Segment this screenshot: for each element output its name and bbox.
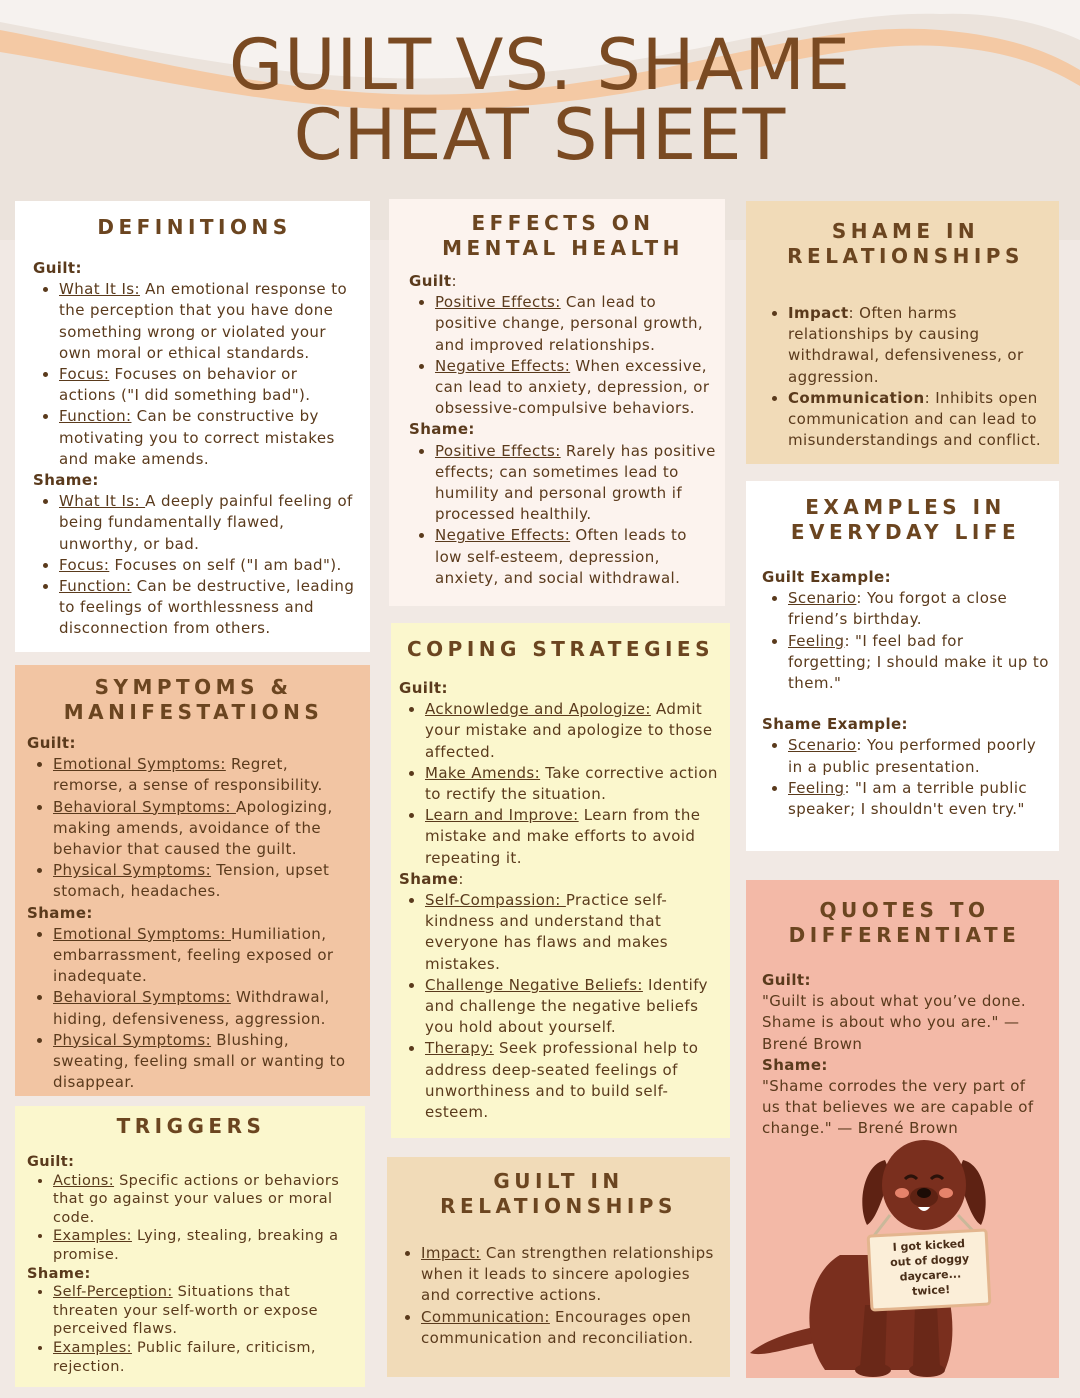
item-text: : Inhibits open communication and can lead to misunderstandings and conflict. [788,388,1042,450]
item-key: Learn and Improve: [425,806,579,825]
symptoms-shame-label: Shame: [27,903,93,922]
item-key: Feeling [788,631,845,650]
list-item [53,860,360,902]
item-key: Examples: [53,1339,132,1356]
item-text: Admit your mistake and apologize to those affected. [425,700,713,761]
list-item [425,763,722,805]
triggers-guilt-list [27,1172,355,1265]
item-text: Focuses on self ("I am bad"). [109,555,342,574]
list-item [788,303,1049,388]
list-item [425,890,722,975]
item-text: Can be destructive, leading to feelings of worthlessness and disconnection from others. [59,577,355,638]
list-item [53,797,360,861]
examples-shame-list [762,735,1049,820]
list-item [788,388,1049,452]
definitions-guilt-list [33,279,356,470]
list-item [788,588,1049,630]
list-item [53,1339,355,1376]
item-text: Withdrawal, hiding, defensiveness, aggression. [53,988,330,1028]
sign-line: I got kicked [892,1237,966,1254]
item-key: Acknowledge and Apologize: [425,700,651,719]
triggers-guilt-label: Guilt: [27,1154,75,1170]
item-key: Communication: [421,1307,550,1326]
item-text: : "I feel bad for forgetting; I should make it up to them." [788,631,1049,693]
item-key: Self-Compassion: [425,891,566,910]
list-item [788,735,1049,777]
examples-guilt-list [762,588,1049,694]
list-item [421,1243,722,1307]
definitions-card [15,201,370,652]
item-text: Apologizing, making amends, avoidance of the behavior that caused the guilt. [53,797,333,859]
list-item [425,975,722,1039]
triggers-card [15,1106,365,1387]
item-key: Make Amends: [425,763,541,782]
symptoms-heading: SYMPTOMS & MANIFESTATIONS [63,675,324,724]
effects-shame-list [409,441,717,589]
item-key: Behavioral Symptoms: [53,797,236,816]
list-item [59,491,356,555]
list-item [435,356,717,420]
definitions-heading: DEFINITIONS [97,215,292,239]
item-text: : You forgot a close friend’s birthday. [788,589,1008,629]
item-text: Regret, remorse, a sense of responsibility. [53,755,323,795]
item-text: Humiliation, embarrassment, feeling exposed or inadequate. [53,924,334,986]
list-item [59,576,356,640]
coping-shame-label: Shame: [399,869,464,888]
item-key: Focus: [59,365,110,384]
item-key: What It Is: [59,492,146,511]
quotes-guilt-label: Guilt: [762,971,811,989]
item-text: An emotional response to the perception that you have done something wrong or violated your own moral or ethical standards. [59,280,348,362]
item-key: Positive Effects: [435,293,561,312]
coping-shame-list [399,890,722,1123]
quotes-guilt-quote: "Guilt is about what you’ve done. Shame is about who you are." — Brené Brown [762,992,1027,1053]
list-item [788,631,1049,695]
item-text: Learn from the mistake and make efforts to avoid repeating it. [425,806,701,867]
coping-guilt-label: Guilt: [399,679,448,697]
item-text: Can be constructive by motivating you to correct mistakes and make amends. [59,407,335,468]
coping-heading: COPING STRATEGIES [407,637,714,661]
examples-shame-label: Shame Example: [762,715,908,734]
item-text: A deeply painful feeling of being fundamentally flawed, unworthy, or bad. [59,492,353,553]
item-text: Public failure, criticism, rejection. [53,1339,316,1375]
effects-heading: EFFECTS ON MENTAL HEALTH [442,211,684,260]
item-key: Negative Effects: [435,526,571,545]
shame-relationships-heading: SHAME IN RELATIONSHIPS [787,219,1024,268]
item-key: Physical Symptoms: [53,1030,212,1049]
item-text: Focuses on behavior or actions ("I did something bad"). [59,365,311,405]
symptoms-guilt-label: Guilt: [27,734,76,752]
effects-card [389,199,725,606]
item-key: Emotional Symptoms: [53,755,226,774]
item-key: Challenge Negative Beliefs: [425,975,643,994]
list-item [788,778,1049,820]
item-key: Focus: [59,555,110,574]
item-text: Situations that threaten your self-worth or expose perceived flaws. [53,1284,319,1338]
item-key: Feeling [788,778,845,797]
guilt-relationships-heading: GUILT IN RELATIONSHIPS [440,1169,677,1218]
item-text: Seek professional help to address deep-seated feelings of unworthiness and to build self-esteem. [425,1039,699,1122]
list-item [53,1283,355,1339]
list-item [59,364,356,406]
examples-guilt-label: Guilt Example: [762,568,891,586]
list-item [435,292,717,356]
item-key: Actions: [53,1172,115,1189]
list-item [53,987,360,1029]
item-key: Therapy: [425,1039,494,1058]
sign-line: out of doggy [889,1251,970,1270]
item-key: Behavioral Symptoms: [53,988,231,1007]
quotes-shame-label: Shame: [762,1055,828,1074]
list-item [53,924,360,988]
examples-card [746,481,1059,851]
quotes-heading: QUOTES TO DIFFERENTIATE [788,898,1021,947]
page-title-line-1: GUILT VS. SHAME [229,24,851,106]
guilt-relationships-list [395,1243,722,1349]
list-item [59,406,356,470]
item-text: : "I am a terrible public speaker; I shouldn't even try." [788,778,1028,819]
label-text: Shame [409,420,469,439]
item-text: Take corrective action to rectify the situation. [425,763,718,804]
item-text: When excessive, can lead to anxiety, depression, or obsessive-compulsive behaviors. [435,356,710,418]
item-key: Self-Perception: [53,1284,173,1301]
item-key: Examples: [53,1228,132,1245]
triggers-heading: TRIGGERS [116,1114,266,1138]
symptoms-guilt-list [27,754,360,902]
item-key: Scenario [788,736,857,755]
list-item [53,754,360,796]
item-text: : Often harms relationships by causing withdrawal, defensiveness, or aggression. [788,304,1024,386]
item-text: Specific actions or behaviors that go against your values or moral code. [53,1172,340,1226]
label-text: Shame [399,869,459,888]
list-item [53,1227,355,1264]
item-text: Rarely has positive effects; can sometimes lead to humility and personal growth if processed healthily. [435,441,716,524]
item-text: : You performed poorly in a public presentation. [788,736,1037,776]
item-key: Function: [59,577,132,596]
page-title-line-2: CHEAT SHEET [293,94,787,176]
list-item [425,1038,722,1123]
effects-shame-label: Shame: [409,420,475,439]
symptoms-shame-list [27,924,360,1094]
definitions-shame-list [33,491,356,639]
item-text: Blushing, sweating, feeling small or wanting to disappear. [53,1030,346,1092]
item-key: Emotional Symptoms: [53,924,231,943]
item-key: Impact [788,304,849,322]
item-text: Can lead to positive change, personal growth, and improved relationships. [435,293,704,354]
triggers-shame-list [27,1283,355,1376]
item-text: Can strengthen relationships when it leads to sincere apologies and corrective actions. [421,1244,714,1305]
item-text: Identify and challenge the negative beliefs you hold about yourself. [425,975,708,1037]
item-key: Scenario [788,589,857,608]
item-text: Often leads to low self-esteem, depression, anxiety, and social withdrawal. [435,526,687,587]
list-item [59,279,356,364]
list-item [425,805,722,869]
list-item [59,555,356,576]
label-text: Guilt [409,272,452,290]
shame-relationships-list [762,303,1049,451]
item-key: Impact: [421,1244,481,1262]
symptoms-card [15,665,370,1096]
examples-heading: EXAMPLES IN EVERYDAY LIFE [790,495,1021,544]
definitions-guilt-label: Guilt: [33,259,82,277]
list-item [421,1307,722,1349]
effects-guilt-label: Guilt: [409,272,457,290]
shame-relationships-card [746,201,1059,464]
list-item [53,1030,360,1094]
item-text: Encourages open communication and reconciliation. [421,1307,694,1347]
guilt-relationships-card [387,1157,730,1377]
sign-line: daycare... [899,1267,962,1284]
list-item [435,441,717,526]
item-text: Practice self-kindness and understand that everyone has flaws and makes mistakes. [425,891,669,973]
definitions-shame-label: Shame: [33,471,99,490]
coping-card [391,623,730,1138]
item-text: Lying, stealing, breaking a promise. [53,1228,339,1263]
list-item [425,699,722,763]
effects-guilt-list [409,292,717,419]
item-key: Positive Effects: [435,441,561,460]
item-key: Negative Effects: [435,356,571,375]
item-key: Communication [788,388,925,407]
list-item [53,1172,355,1228]
item-key: Function: [59,407,132,426]
quotes-shame-quote: "Shame corrodes the very part of us that believes we are capable of change." — Brené Brown [762,1077,1034,1138]
item-key: Physical Symptoms: [53,861,212,880]
item-key: What It Is: [59,280,140,299]
item-text: Tension, upset stomach, headaches. [53,861,330,901]
coping-guilt-list [399,699,722,869]
list-item [435,525,717,589]
dog-sign-text [869,1235,992,1301]
triggers-shame-label: Shame: [27,1265,91,1282]
sign-line: twice! [911,1282,951,1298]
